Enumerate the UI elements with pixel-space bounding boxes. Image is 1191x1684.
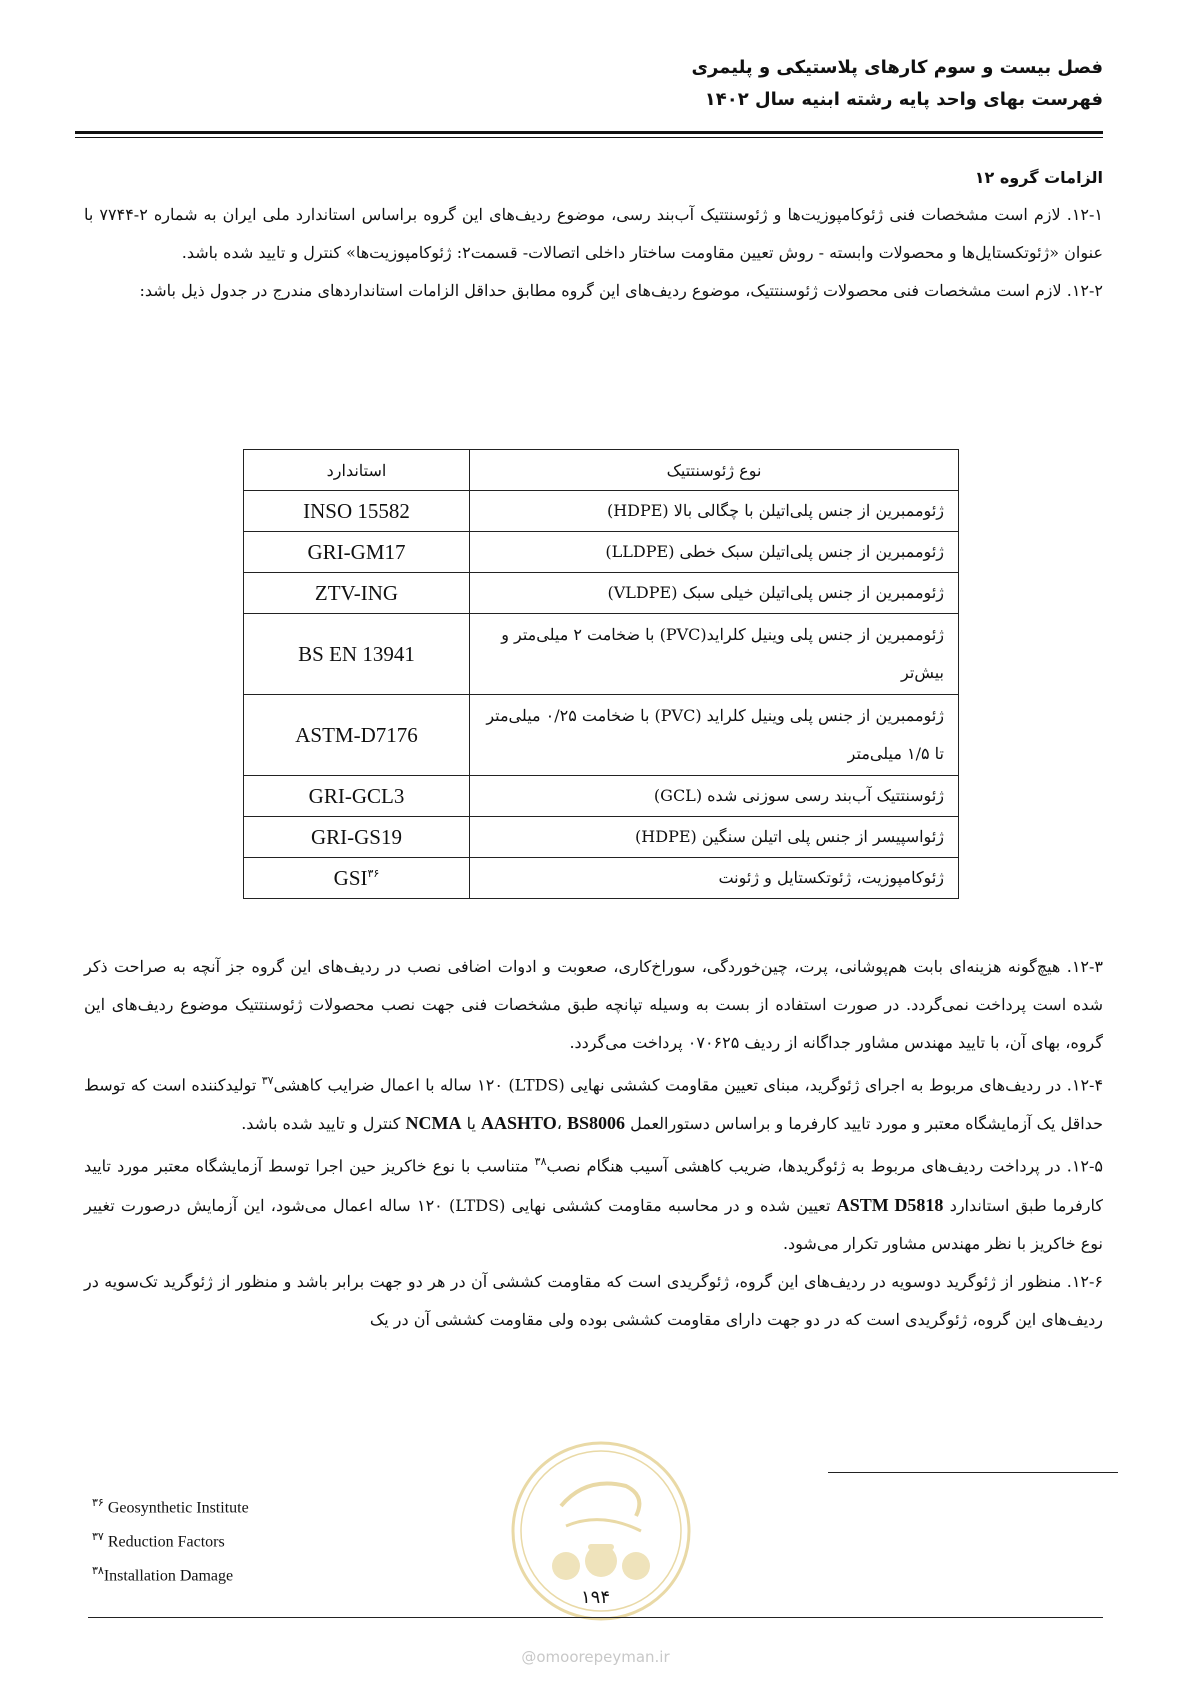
page-number: ۱۹۴ bbox=[580, 1587, 610, 1608]
footer-rule bbox=[88, 1617, 1103, 1618]
paragraph-12-3: ۱۲-۳. هیچ‌گونه هزینه‌ای بابت هم‌پوشانی، پرت، چین‌خوردگی، سوراخ‌کاری، صعوبت و ادوات اضافی نصب در ردیف‌های این گروه جز آنچه به صراحت ذکر شده است پرداخت نمی‌گردد. در صورت استفاده از بست به وسیله تپانچه طبق مشخصات فنی جهت نصب محصولات ژئوسنتتیک موضوع ردیف‌های این گروه، بهای آن، با تایید مهندس مشاور جداگانه از ردیف ۰۷۰۶۲۵ پرداخت می‌گردد. bbox=[84, 957, 1103, 1052]
cell-type: ژئواسپیسر از جنس پلی اتیلن سنگین (HDPE) bbox=[470, 817, 959, 858]
p4-separator: ، bbox=[556, 1114, 567, 1134]
p4-text-a: ۱۲-۴. در ردیف‌های مربوط به اجرای ژئوگرید، مبنای تعیین مقاومت کششی نهایی (LTDS) ۱۲۰ ساله با اعمال ضرایب کاهشی bbox=[273, 1075, 1104, 1095]
paragraph-12-4 bbox=[84, 1062, 1103, 1143]
cell-standard: INSO 15582 bbox=[244, 491, 470, 532]
table-row bbox=[244, 817, 959, 858]
section-title: الزامات گروه ۱۲ bbox=[974, 168, 1103, 187]
footnote-text: Installation Damage bbox=[103, 1567, 234, 1585]
footnotes bbox=[92, 1486, 249, 1588]
p4-or: یا bbox=[461, 1114, 481, 1134]
cell-type: ژئوممبرین از جنس پلی‌اتیلن سبک خطی (LLDPE) bbox=[470, 532, 959, 573]
p5-text-a: ۱۲-۵. در پرداخت ردیف‌های مربوط به ژئوگریدها، ضریب کاهشی آسیب هنگام نصب bbox=[546, 1156, 1103, 1176]
page-header bbox=[75, 52, 1103, 116]
footnote-number: ۳۸ bbox=[92, 1565, 104, 1577]
cell-type: ژئوممبرین از جنس پلی وینیل کلراید (PVC) با ضخامت ۰/۲۵ میلی‌متر تا ۱/۵ میلی‌متر bbox=[470, 695, 959, 776]
table-row bbox=[244, 858, 959, 899]
cell-standard: ASTM-D7176 bbox=[244, 695, 470, 776]
footnote-37 bbox=[92, 1520, 249, 1554]
cell-type: ژئوممبرین از جنس پلی‌اتیلن خیلی سبک (VLDPE) bbox=[470, 573, 959, 614]
p5-text-c: تعیین شده و در محاسبه مقاومت کششی نهایی (LTDS) ۱۲۰ ساله اعمال می‌شود، این آزمایش درصورت تغییر نوع خاکریز با نظر مهندس مشاور تکرار می‌شود. bbox=[84, 1195, 1103, 1253]
paragraph-12-6: ۱۲-۶. منظور از ژئوگرید دوسویه در ردیف‌های این گروه، ژئوگریدی است که مقاومت کششی آن در هر دو جهت برابر باشد و منظور از ژئوگرید تک‌سویه در ردیف‌های این گروه، ژئوگریدی است که در دو جهت دارای مقاومت کششی بوده ولی مقاومت کششی آن در یک bbox=[84, 1271, 1103, 1329]
header-rule-thin bbox=[75, 137, 1103, 138]
cell-standard: GRI-GCL3 bbox=[244, 776, 470, 817]
footnote-text: Geosynthetic Institute bbox=[103, 1499, 249, 1517]
p4-text-c: کنترل و تایید شده باشد. bbox=[241, 1114, 406, 1134]
cell-type: ژئوممبرین از جنس پلی‌اتیلن با چگالی بالا (HDPE) bbox=[470, 491, 959, 532]
cell-standard: GRI-GM17 bbox=[244, 532, 470, 573]
table-row bbox=[244, 614, 959, 695]
cell-standard: GRI-GS19 bbox=[244, 817, 470, 858]
p4-text-b: تولیدکننده است که توسط حداقل یک آزمایشگاه معتبر و مورد تایید کارفرما و براساس دستورالعمل bbox=[84, 1075, 1103, 1134]
table-header-row bbox=[244, 450, 959, 491]
paragraph-12-2: ۱۲-۲. لازم است مشخصات فنی محصولات ژئوسنتتیک، موضوع ردیف‌های این گروه مطابق حداقل الزامات استانداردهای مندرج در جدول ذیل باشد: bbox=[139, 281, 1103, 300]
footnote-ref-36: ۳۶ bbox=[367, 867, 380, 880]
std-aashto: AASHTO bbox=[481, 1113, 557, 1134]
table-row bbox=[244, 532, 959, 573]
footnote-rule bbox=[828, 1472, 1118, 1473]
footnote-38 bbox=[92, 1554, 249, 1588]
cell-type: ژئوممبرین از جنس پلی وینیل کلراید(PVC) با ضخامت ۲ میلی‌متر و بیش‌تر bbox=[470, 614, 959, 695]
cell-type: ژئوسنتتیک آب‌بند رسی سوزنی شده (GCL) bbox=[470, 776, 959, 817]
table-row bbox=[244, 776, 959, 817]
chapter-title: فصل بیست و سوم کارهای پلاستیکی و پلیمری bbox=[691, 57, 1103, 78]
p5-text-b: متناسب با نوع خاکریز حین اجرا توسط آزمایشگاه معتبر مورد تایید کارفرما طبق استاندارد bbox=[84, 1156, 1104, 1215]
watermark-text: @omoorepeyman.ir bbox=[521, 1648, 670, 1666]
paragraph-12-1: ۱۲-۱. لازم است مشخصات فنی ژئوکامپوزیت‌ها و ژئوسنتتیک آب‌بند رسی، موضوع ردیف‌های این گروه براساس استاندارد ملی ایران به شماره ۲-۷۷۴۴ با عنوان «ژئوتکستایل‌ها و محصولات وابسته - روش تعیین مقاومت ساختار داخلی اتصالات- قسمت۲: ژئوکامپوزیت‌ها» کنترل و تایید شده باشد. bbox=[84, 205, 1103, 262]
table-row bbox=[244, 573, 959, 614]
cell-standard bbox=[244, 858, 470, 899]
standard-code: GSI bbox=[333, 865, 368, 890]
header-rule-thick bbox=[75, 131, 1103, 134]
cell-type: ژئوکامپوزیت، ژئوتکستایل و ژئونت bbox=[470, 858, 959, 899]
footnote-number: ۳۷ bbox=[92, 1531, 104, 1543]
footnote-number: ۳۶ bbox=[92, 1497, 104, 1509]
paragraph-12-5 bbox=[84, 1143, 1103, 1262]
footnote-text: Reduction Factors bbox=[103, 1533, 225, 1551]
section-intro bbox=[84, 160, 1103, 310]
header-geosynthetic-type: نوع ژئوسنتتیک bbox=[470, 450, 959, 491]
price-list-title: فهرست بهای واحد پایه رشته ابنیه سال ۱۴۰۲ bbox=[704, 89, 1103, 110]
footnote-ref-37: ۳۷ bbox=[261, 1074, 274, 1087]
header-standard: استاندارد bbox=[244, 450, 470, 491]
std-bs8006: BS8006 bbox=[566, 1113, 625, 1134]
table-row bbox=[244, 491, 959, 532]
table-row bbox=[244, 695, 959, 776]
std-ncma: NCMA bbox=[405, 1113, 462, 1134]
cell-standard: ZTV-ING bbox=[244, 573, 470, 614]
footnote-ref-38: ۳۸ bbox=[534, 1155, 547, 1169]
cell-standard: BS EN 13941 bbox=[244, 614, 470, 695]
std-astm-d5818: ASTM D5818 bbox=[836, 1194, 944, 1215]
standards-table bbox=[243, 449, 959, 899]
section-body bbox=[84, 948, 1103, 1339]
footnote-36 bbox=[92, 1486, 249, 1520]
